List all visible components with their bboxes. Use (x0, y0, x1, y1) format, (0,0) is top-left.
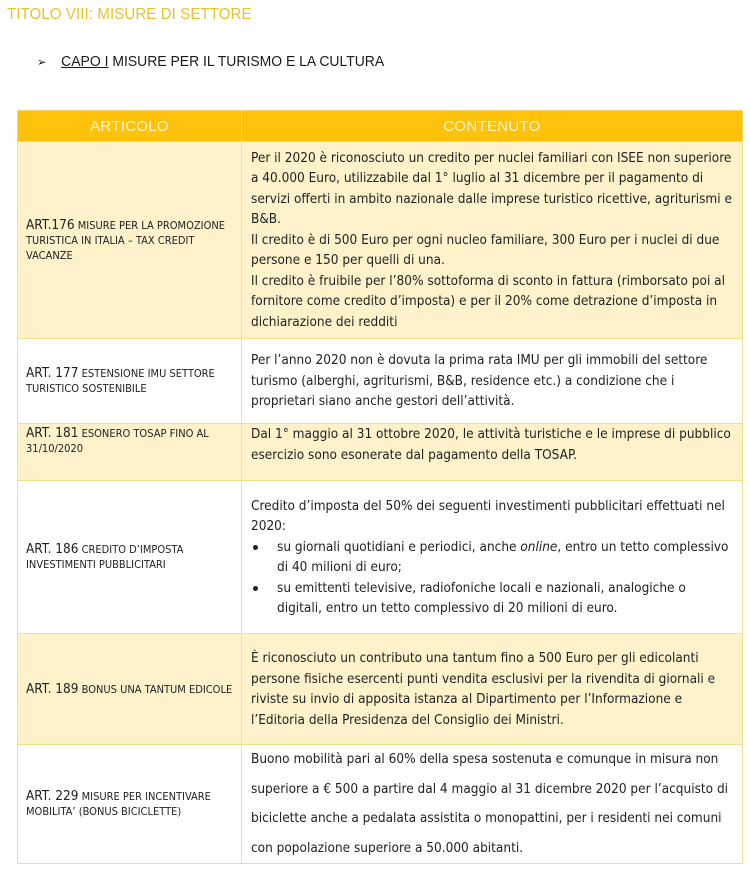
article-cell (18, 424, 242, 481)
list-item-text: su emittenti televisive, radiofoniche locali e nazionali, analogiche o digitali, entro un tetto complessivo di 20 milioni di euro. (277, 579, 686, 616)
article-number: ART. 177 (26, 365, 79, 381)
article-cell (18, 634, 242, 745)
article-number: ART. 186 (26, 541, 79, 557)
list-item-emphasis: online (520, 538, 558, 555)
list-item-text: su giornali quotidiani e periodici, anche (277, 538, 521, 555)
content-paragraph: È riconosciuto un contributo una tantum fino a 500 Euro per gli edicolanti persone fisiche esercenti punti vendita esclusivi per la rivendita di giornali e riviste su invio di apposita istanza al Dipartimento per l’Informazione e l’Editoria della Presidenza del Consiglio dei Ministri. (251, 650, 716, 728)
column-header-content: CONTENUTO (242, 111, 743, 142)
content-cell (242, 424, 743, 481)
table-row (18, 424, 743, 481)
chapter-heading (37, 53, 384, 70)
article-title: ESTENSIONE IMU SETTORE TURISTICO SOSTENIBILE (26, 367, 215, 395)
table-row (18, 634, 743, 745)
list-item (251, 578, 734, 619)
article-number: ART. 229 (26, 788, 79, 804)
content-intro: Credito d’imposta del 50% dei seguenti investimenti pubblicitari effettuati nel 2020: (251, 497, 725, 534)
measures-table (17, 110, 743, 864)
table-row (18, 339, 743, 424)
article-title: BONUS UNA TANTUM EDICOLE (78, 682, 233, 696)
content-cell (242, 339, 743, 424)
article-title: ESONERO TOSAP FINO AL 31/10/2020 (26, 427, 209, 455)
content-paragraph: Buono mobilità pari al 60% della spesa sostenuta e comunque in misura non superiore a € 500 a partire dal 4 maggio al 31 dicembre 2020 per l’acquisto di biciclette anche a pedalata assistita o monopattini, per i residenti nei comuni con popolazione superiore a 50.000 abitanti. (251, 751, 729, 856)
list-item (251, 537, 734, 578)
article-number: ART. 181 (26, 425, 79, 441)
article-cell (18, 481, 242, 634)
article-title: MISURE PER LA PROMOZIONE TURISTICA IN ITALIA – TAX CREDIT VACANZE (26, 218, 226, 262)
chapter-label: CAPO I (61, 53, 109, 70)
table-row (18, 745, 743, 864)
content-paragraph: Il credito è fruibile per l’80% sottoforma di sconto in fattura (rimborsato poi al fornitore come credito d’imposta) e per il 20% come detrazione d’imposta in dichiarazione dei redditi (251, 272, 725, 330)
table-row (18, 481, 743, 634)
article-cell (18, 745, 242, 864)
article-title: MISURE PER INCENTIVARE MOBILITA’ (BONUS BICICLETTE) (26, 790, 211, 818)
content-cell (242, 481, 743, 634)
content-paragraph: Per l’anno 2020 non è dovuta la prima rata IMU per gli immobili del settore turismo (alberghi, agriturismi, B&B, residence etc.) a condizione che i proprietari siano anche gestori dell’attività. (251, 352, 708, 410)
content-paragraph: Per il 2020 è riconosciuto un credito per nuclei familiari con ISEE non superiore a 40.000 Euro, utilizzabile dal 1° luglio al 31 dicembre per il pagamento di servizi offerti in ambito nazionale dalle imprese turistico ricettive, agriturismi e B&B. (251, 149, 732, 228)
article-cell (18, 142, 242, 339)
article-number: ART.176 (26, 216, 75, 233)
list-item-text: , entro un tetto complessivo di 40 milioni di euro; (277, 538, 729, 575)
content-cell (242, 745, 743, 864)
arrow-bullet-icon: ➢ (37, 55, 47, 69)
table-header-row (18, 111, 743, 142)
content-paragraph: Il credito è di 500 Euro per ogni nucleo familiare, 300 Euro per i nuclei di due persone e 150 per quelli di una. (251, 231, 720, 269)
table-row (18, 142, 743, 339)
article-number: ART. 189 (26, 680, 79, 697)
column-header-article: ARTICOLO (18, 111, 242, 142)
article-title: CREDITO D’IMPOSTA INVESTIMENTI PUBBLICITARI (26, 543, 184, 571)
section-title: TITOLO VIII: MISURE DI SETTORE (7, 6, 252, 23)
content-paragraph: Dal 1° maggio al 31 ottobre 2020, le attività turistiche e le imprese di pubblico esercizio sono esonerate dal pagamento della TOSAP. (251, 426, 731, 463)
bullet-list (251, 537, 734, 619)
article-cell (18, 339, 242, 424)
content-cell (242, 634, 743, 745)
content-cell (242, 142, 743, 339)
chapter-text: MISURE PER IL TURISMO E LA CULTURA (108, 53, 385, 70)
